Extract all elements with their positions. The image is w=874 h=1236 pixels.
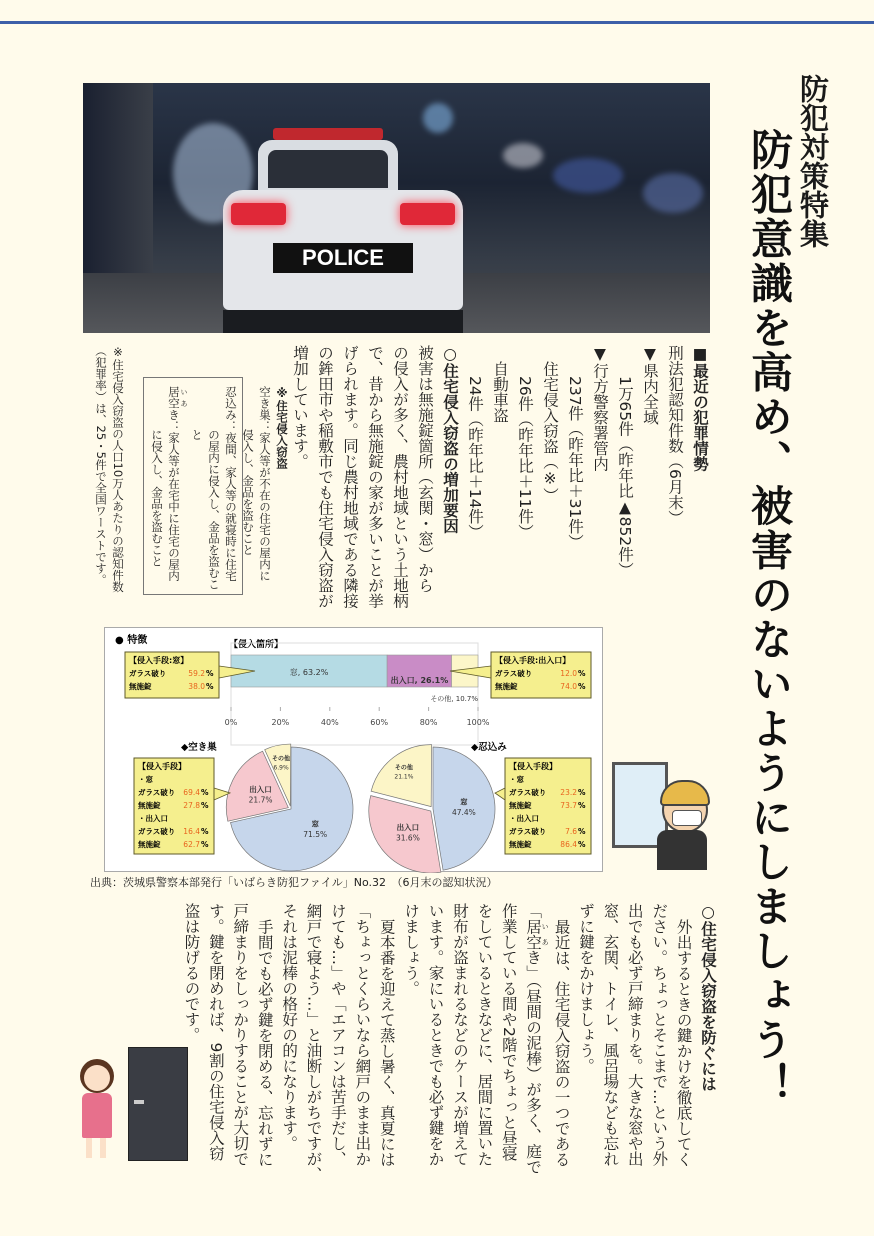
pie-slice-name: その他 <box>394 764 413 772</box>
bar-label-door: 出入口, 26.1% <box>390 676 449 685</box>
definition-iaki: 居空 いあき：家人等が在宅中に住宅の屋内に侵入し、金品を盗むこと <box>150 386 188 582</box>
callout-door-row-label: 無施錠 <box>495 682 518 691</box>
callout-window-title: 【侵入手段:窓】 <box>129 656 189 665</box>
callout-door-row-unit: % <box>578 669 586 678</box>
police-car-photo <box>83 83 710 333</box>
callout-akisu-row-value: 16.4 <box>183 827 200 836</box>
text-column: 戸締まりをしっかりすることが大切で <box>231 903 250 1167</box>
callout-shinobikomi-row-value: 86.4 <box>560 840 577 849</box>
callout-akisu-row-unit: % <box>201 827 209 836</box>
definition-title: ※住宅侵入窃盗 <box>275 386 289 469</box>
x-tick-label: 100% <box>466 718 490 727</box>
text-column: ださい。ちょっとそこまで…という外 <box>650 903 669 1167</box>
text-column: 財布が盗まれるなどのケースが増えて <box>450 903 469 1167</box>
callout-shinobikomi-title: 【侵入手段】 <box>509 762 557 771</box>
definition-box <box>143 377 289 595</box>
text-column: 自動車盗 <box>491 360 509 423</box>
burglary-characteristics-chart <box>104 627 603 872</box>
x-tick-label: 40% <box>320 718 339 727</box>
bar-title: 【侵入箇所】 <box>229 640 284 650</box>
text-column: 盗は防げるのです。 <box>182 903 201 1043</box>
callout-shinobikomi-group-head: ・窓 <box>509 775 524 784</box>
text-column: 窓、玄関、トイレ、風呂場なども忘れ <box>601 903 620 1167</box>
text-column: 1万65件（昨年比▲852件） <box>616 376 634 578</box>
prevention-section <box>179 903 720 1182</box>
bar-label-window: 窓, 63.2% <box>289 668 329 677</box>
callout-shinobikomi-row-value: 23.2 <box>560 788 577 797</box>
pie-slice-name: 出入口 <box>396 822 420 832</box>
callout-shinobikomi-row-value: 73.7 <box>560 801 577 810</box>
feature-subtitle: 防犯対策特集 <box>796 74 830 248</box>
text-column: 「ちょっとくらいなら網戸のまま出か <box>353 903 372 1167</box>
pie-slice-value: 71.5% <box>303 829 328 839</box>
text-column: ▼県内全域 <box>641 345 659 425</box>
text-column: 夏本番を迎えて蒸し暑く、真夏には <box>377 918 396 1167</box>
page-title: 防犯意識を高め、被害のないようにしましょう！ <box>745 128 794 1107</box>
text-column: をしているときなどに、居間に置いた <box>475 903 494 1167</box>
callout-akisu-row-label: ガラス破り <box>138 788 176 797</box>
text-column: の鉾田市や稲敷市でも住宅侵入窃盗が <box>316 345 334 609</box>
text-column: います。家にいるときでも必ず鍵をか <box>426 903 445 1167</box>
callout-akisu-row-label: 無施錠 <box>138 840 161 849</box>
callout-akisu-row-value: 27.8 <box>183 801 200 810</box>
text-column: 出でも必ず戸締まりを。大きな窓や出 <box>625 903 644 1167</box>
callout-door-row-label: ガラス破り <box>495 669 533 678</box>
callout-window-row-label: 無施錠 <box>129 682 152 691</box>
burglar-illustration <box>612 762 712 872</box>
text-column: の侵入が多く、農村地域という土地柄 <box>391 345 409 609</box>
callout-window-row-unit: % <box>206 669 214 678</box>
callout-window-row-unit: % <box>206 682 214 691</box>
x-tick-label: 80% <box>419 718 438 727</box>
callout-shinobikomi-row-unit: % <box>578 840 586 849</box>
text-column: で、昔から無施錠の家が多いことが挙 <box>366 345 384 609</box>
callout-shinobikomi-row-value: 7.6 <box>565 827 577 836</box>
text-column: 237件（昨年比＋31件） <box>566 376 584 550</box>
callout-shinobikomi-row-label: 無施錠 <box>509 840 532 849</box>
definition-shinobikomi: 忍込み：夜間、家人等の就寝時に住宅の屋内に侵入し、金品を盗むこと <box>190 386 238 590</box>
callout-window-row-value: 59.2 <box>188 669 205 678</box>
pie-title-0: ◆空き巣 <box>181 742 217 753</box>
pie-slice-name: 出入口 <box>249 784 272 794</box>
text-column: ○住宅侵入窃盗を防ぐには <box>699 903 717 1092</box>
text-column: ▼行方警察署管内 <box>591 345 609 472</box>
callout-door-row-unit: % <box>578 682 586 691</box>
police-car <box>223 128 463 333</box>
text-column: 刑法犯認知件数（6月末） <box>666 345 684 526</box>
text-column: 網戸で寝よう…」と油断しがちですが、 <box>304 903 323 1182</box>
pie-slice-name: 窓 <box>311 819 319 829</box>
text-column: 被害は無施錠箇所（玄関・窓）から <box>416 345 434 593</box>
text-column: 外出するときの鍵かけを徹底してく <box>674 918 693 1167</box>
crime-rate-note: ※住宅侵入窃盗の人口10万人あたりの認知件数（犯罪率）は、25・5件で全国ワーストです。 <box>94 345 125 593</box>
callout-akisu-row-unit: % <box>201 788 209 797</box>
pie-slice-value: 21.7% <box>248 795 273 805</box>
pie-slice-value: 21.1% <box>394 773 414 781</box>
x-tick-label: 0% <box>224 718 238 727</box>
girl-locking-door-illustration <box>72 1045 190 1165</box>
bar-label-other: その他, 10.7% <box>430 695 478 703</box>
pie-title-1: ◆忍込み <box>471 742 507 753</box>
callout-shinobikomi-row-label: 無施錠 <box>509 801 532 810</box>
text-column: 手間でも必ず鍵を閉める、忘れずに <box>255 918 274 1167</box>
callout-door-row-value: 74.0 <box>560 682 577 691</box>
callout-akisu-row-label: 無施錠 <box>138 801 161 810</box>
pie-slice-value: 6.9% <box>273 764 289 772</box>
text-column: 住宅侵入窃盗（※） <box>541 360 559 503</box>
callout-shinobikomi-group-head: ・出入口 <box>509 814 539 823</box>
text-column: けても…」や「エアコンは苦手だし、 <box>328 903 347 1167</box>
text-column: それは泥棒の格好の的になります。 <box>280 903 299 1151</box>
callout-akisu-title: 【侵入手段】 <box>138 762 186 771</box>
text-column: けましょう。 <box>402 903 421 996</box>
text-column: 増加しています。 <box>291 345 309 469</box>
text-column: す。鍵を閉めれば、9割の住宅侵入窃 <box>206 903 225 1161</box>
text-column: 26件（昨年比＋11件） <box>516 376 534 540</box>
callout-door-title: 【侵入手段:出入口】 <box>495 656 571 665</box>
callout-shinobikomi-row-label: ガラス破り <box>509 827 547 836</box>
callout-akisu-group-head: ・出入口 <box>138 814 168 823</box>
chart-title: ● 特徴 <box>115 635 148 646</box>
text-column: ずに鍵をかけましょう。 <box>576 903 595 1074</box>
text-column: げられます。同じ農村地域である隣接 <box>341 345 359 609</box>
callout-door-row-value: 12.0 <box>560 669 577 678</box>
text-column: 「居空 いあき」（昼間の泥棒）が多く、庭で <box>524 903 550 1175</box>
callout-shinobikomi-row-label: ガラス破り <box>509 788 547 797</box>
pie-slice-name: 窓 <box>460 797 468 807</box>
callout-shinobikomi-row-unit: % <box>578 827 586 836</box>
text-column: ■最近の犯罪情勢 <box>691 345 709 472</box>
text-column: 24件（昨年比＋14件） <box>466 376 484 540</box>
callout-akisu-row-value: 62.7 <box>183 840 200 849</box>
definition-akisu: 空き巣：家人等が不在の住宅の屋内に侵入し、金品を盗むこと <box>241 386 272 582</box>
pie-slice-value: 31.6% <box>396 833 420 843</box>
police-plate: POLICE <box>273 243 413 273</box>
callout-akisu-row-value: 69.4 <box>183 788 200 797</box>
callout-shinobikomi-pointer <box>495 788 505 800</box>
text-column: 最近は、住宅侵入窃盗の一つである <box>552 918 571 1167</box>
pie-slice-value: 47.4% <box>451 807 476 817</box>
header-rule <box>0 21 874 24</box>
text-column: ○住宅侵入窃盗の増加要因 <box>441 345 459 534</box>
source-caption: 出典：茨城県警察本部発行「いばらき防犯ファイル」No.32 （6月末の認知状況） <box>90 876 498 889</box>
callout-shinobikomi-row-unit: % <box>578 801 586 810</box>
callout-window-row-label: ガラス破り <box>129 669 167 678</box>
callout-akisu-group-head: ・窓 <box>138 775 153 784</box>
callout-shinobikomi-row-unit: % <box>578 788 586 797</box>
callout-window-row-value: 38.0 <box>188 682 205 691</box>
callout-akisu-row-label: ガラス破り <box>138 827 176 836</box>
text-column: 作業している間や2階でちょっと昼寝 <box>499 903 518 1161</box>
x-tick-label: 20% <box>271 718 290 727</box>
pie-slice-name: その他 <box>272 755 291 763</box>
callout-akisu-row-unit: % <box>201 801 209 810</box>
crime-situation-section <box>287 345 712 609</box>
x-tick-label: 60% <box>370 718 389 727</box>
callout-akisu-row-unit: % <box>201 840 209 849</box>
